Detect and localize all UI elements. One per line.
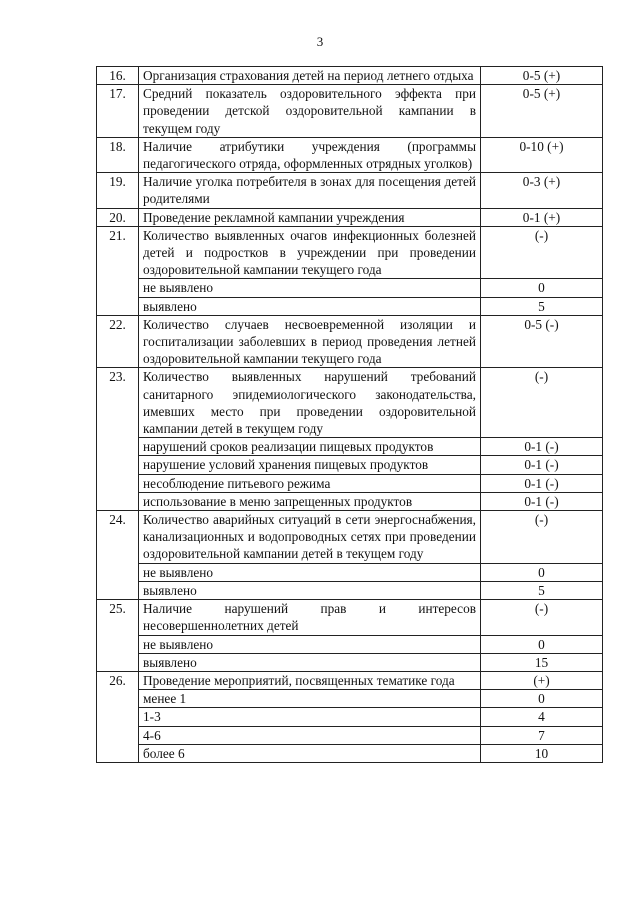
subcriterion-text: нарушений сроков реализации пищевых продуктов xyxy=(139,438,481,456)
subcriterion-score: 15 xyxy=(481,653,603,671)
criterion-text: Наличие атрибутики учреждения (программы педагогического отряда, оформленных отрядных уголков) xyxy=(139,137,481,172)
subcriterion-score: 0-1 (-) xyxy=(481,474,603,492)
criterion-text: Проведение мероприятий, посвященных тематике года xyxy=(139,671,481,689)
subcriterion-text: выявлено xyxy=(139,297,481,315)
criterion-row xyxy=(97,511,603,564)
criterion-subrow xyxy=(97,653,603,671)
subcriterion-text: менее 1 xyxy=(139,690,481,708)
criterion-text: Наличие уголка потребителя в зонах для посещения детей родителями xyxy=(139,173,481,208)
subcriterion-text: несоблюдение питьевого режима xyxy=(139,474,481,492)
criterion-number: 25. xyxy=(97,600,139,672)
criterion-text: Количество случаев несвоевременной изоляции и госпитализации заболевших в период проведения летней оздоровительной кампании текущего года xyxy=(139,315,481,368)
criterion-score: 0-1 (+) xyxy=(481,208,603,226)
criterion-text: Количество аварийных ситуаций в сети энергоснабжения, канализационных и водопроводных сетях при проведении оздоровительной кампании детей в текущем году xyxy=(139,511,481,564)
criterion-score: 0-5 (+) xyxy=(481,85,603,138)
criterion-subrow xyxy=(97,708,603,726)
criterion-row xyxy=(97,67,603,85)
criterion-text: Организация страхования детей на период летнего отдыха xyxy=(139,67,481,85)
criterion-subrow xyxy=(97,563,603,581)
criterion-number: 23. xyxy=(97,368,139,511)
criterion-subrow xyxy=(97,297,603,315)
subcriterion-text: 1-3 xyxy=(139,708,481,726)
subcriterion-text: использование в меню запрещенных продуктов xyxy=(139,492,481,510)
criterion-score: (-) xyxy=(481,368,603,438)
subcriterion-text: не выявлено xyxy=(139,563,481,581)
criterion-text: Средний показатель оздоровительного эффекта при проведении детской оздоровительной кампании в текущем году xyxy=(139,85,481,138)
criterion-subrow xyxy=(97,438,603,456)
criterion-subrow xyxy=(97,581,603,599)
criterion-number: 24. xyxy=(97,511,139,600)
criteria-table xyxy=(96,66,603,763)
criterion-text: Наличие нарушений прав и интересов несовершеннолетних детей xyxy=(139,600,481,635)
criterion-row xyxy=(97,173,603,208)
criterion-row xyxy=(97,368,603,438)
criterion-number: 16. xyxy=(97,67,139,85)
subcriterion-score: 0 xyxy=(481,690,603,708)
criterion-number: 22. xyxy=(97,315,139,368)
criterion-subrow xyxy=(97,492,603,510)
criterion-row xyxy=(97,600,603,635)
subcriterion-score: 7 xyxy=(481,726,603,744)
subcriterion-score: 5 xyxy=(481,581,603,599)
criterion-text: Количество выявленных очагов инфекционных болезней детей и подростков в учреждении при проведении оздоровительной кампании текущего года xyxy=(139,226,481,279)
criterion-subrow xyxy=(97,474,603,492)
criterion-score: (+) xyxy=(481,671,603,689)
subcriterion-score: 0 xyxy=(481,563,603,581)
criterion-subrow xyxy=(97,690,603,708)
criterion-row xyxy=(97,137,603,172)
criterion-subrow xyxy=(97,635,603,653)
subcriterion-score: 0 xyxy=(481,635,603,653)
criterion-score: 0-10 (+) xyxy=(481,137,603,172)
criterion-score: 0-3 (+) xyxy=(481,173,603,208)
subcriterion-score: 0 xyxy=(481,279,603,297)
subcriterion-text: выявлено xyxy=(139,653,481,671)
criterion-score: 0-5 (-) xyxy=(481,315,603,368)
criterion-number: 17. xyxy=(97,85,139,138)
criterion-number: 18. xyxy=(97,137,139,172)
criterion-subrow xyxy=(97,726,603,744)
subcriterion-score: 0-1 (-) xyxy=(481,492,603,510)
criterion-text: Проведение рекламной кампании учреждения xyxy=(139,208,481,226)
subcriterion-text: не выявлено xyxy=(139,279,481,297)
criterion-number: 20. xyxy=(97,208,139,226)
subcriterion-text: выявлено xyxy=(139,581,481,599)
subcriterion-score: 0-1 (-) xyxy=(481,456,603,474)
criterion-row xyxy=(97,208,603,226)
criterion-score: 0-5 (+) xyxy=(481,67,603,85)
criterion-row xyxy=(97,85,603,138)
page-number: 3 xyxy=(316,34,324,49)
criterion-score: (-) xyxy=(481,600,603,635)
subcriterion-text: не выявлено xyxy=(139,635,481,653)
criterion-subrow xyxy=(97,279,603,297)
criterion-number: 21. xyxy=(97,226,139,315)
criterion-number: 26. xyxy=(97,671,139,762)
criterion-row xyxy=(97,671,603,689)
criterion-row xyxy=(97,226,603,279)
subcriterion-score: 4 xyxy=(481,708,603,726)
subcriterion-score: 5 xyxy=(481,297,603,315)
criterion-row xyxy=(97,315,603,368)
subcriterion-text: нарушение условий хранения пищевых продуктов xyxy=(139,456,481,474)
subcriterion-text: более 6 xyxy=(139,744,481,762)
subcriterion-score: 0-1 (-) xyxy=(481,438,603,456)
criterion-score: (-) xyxy=(481,511,603,564)
criterion-score: (-) xyxy=(481,226,603,279)
criterion-number: 19. xyxy=(97,173,139,208)
subcriterion-text: 4-6 xyxy=(139,726,481,744)
criteria-table-body xyxy=(97,67,603,763)
criterion-subrow xyxy=(97,456,603,474)
criterion-subrow xyxy=(97,744,603,762)
subcriterion-score: 10 xyxy=(481,744,603,762)
criterion-text: Количество выявленных нарушений требований санитарного эпидемиологического законодательства, имевших место при проведении оздоровительной кампании детей в текущем году xyxy=(139,368,481,438)
